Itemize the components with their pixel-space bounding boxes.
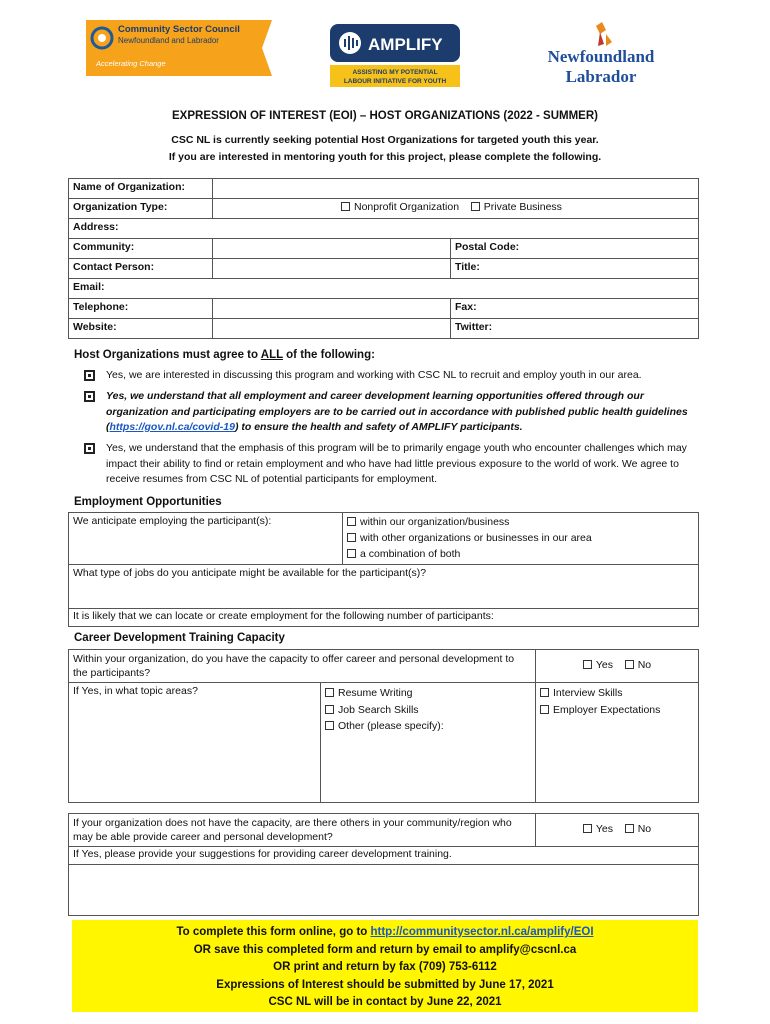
email-label: Email: [69, 279, 213, 299]
csc-logo-line2: Newfoundland and Labrador [118, 36, 219, 45]
other-orgs-checkbox[interactable] [347, 533, 356, 542]
title-label: Title: [455, 261, 480, 273]
topics-question: If Yes, in what topic areas? [69, 683, 321, 803]
covid-guidelines-link[interactable]: https://gov.nl.ca/covid-19 [109, 421, 235, 433]
agreement-item-1 [84, 368, 704, 386]
website-field[interactable] [213, 319, 451, 339]
contact-field[interactable] [213, 259, 451, 279]
capacity-yes-checkbox[interactable] [583, 660, 592, 669]
community-field[interactable] [213, 239, 451, 259]
footer-line3: OR print and return by fax (709) 753-6112 [273, 961, 497, 973]
participant-count-field[interactable] [69, 609, 699, 627]
website-label: Website: [69, 319, 213, 339]
within-org-label: within our organization/business [360, 516, 510, 528]
agreement-item-3 [84, 441, 704, 489]
email-field[interactable] [213, 279, 699, 299]
employment-heading: Employment Opportunities [74, 496, 222, 508]
within-org-checkbox[interactable] [347, 517, 356, 526]
capacity-question: Within your organization, do you have the capacity to offer career and personal development to the participants? [69, 650, 536, 683]
org-type-label: Organization Type: [69, 199, 213, 219]
csc-logo-tag: Accelerating Change [96, 59, 166, 68]
postal-code-label: Postal Code: [455, 241, 520, 253]
org-name-field[interactable] [213, 179, 699, 199]
referral-table [68, 813, 699, 916]
job-types-question: What type of jobs do you anticipate might be available for the participant(s)? [73, 567, 427, 579]
csc-logo [86, 18, 272, 76]
footer-line4: Expressions of Interest should be submitted by June 17, 2021 [216, 978, 554, 991]
agreement-3-checkbox[interactable] [84, 443, 95, 454]
address-label: Address: [69, 219, 213, 239]
resume-writing-checkbox[interactable] [325, 688, 334, 697]
suggestions-question: If Yes, please provide your suggestions for providing career development training. [69, 847, 699, 865]
telephone-label: Telephone: [69, 299, 213, 319]
interview-skills-label: Interview Skills [553, 687, 623, 699]
footer-line5: CSC NL will be in contact by June 22, 2021 [268, 996, 502, 1008]
agreement-1-text: Yes, we are interested in discussing this program and working with CSC NL to recruit and employ youth in our area. [106, 369, 642, 381]
combination-label: a combination of both [360, 548, 461, 560]
capacity-yes-label: Yes [595, 659, 614, 671]
participant-count-question: It is likely that we can locate or create employment for the following number of participants: [73, 610, 494, 622]
topics-left [321, 683, 536, 803]
amplify-tag1: ASSISTING MY POTENTIAL [352, 69, 438, 76]
telephone-field[interactable] [213, 299, 451, 319]
fax-field[interactable] [451, 299, 699, 319]
employer-expectations-checkbox[interactable] [540, 705, 549, 714]
organization-info-table [68, 178, 699, 339]
others-no-label: No [637, 823, 652, 835]
private-business-label: Private Business [483, 201, 562, 213]
employment-anticipate-label: We anticipate employing the participant(s): [69, 513, 343, 565]
agreement-item-2 [84, 389, 704, 437]
others-no-checkbox[interactable] [625, 824, 634, 833]
other-topic-label: Other (please specify): [338, 720, 444, 732]
agreement-1-checkbox[interactable] [84, 370, 95, 381]
job-types-field[interactable] [69, 565, 699, 609]
title-field[interactable] [451, 259, 699, 279]
others-capacity-answer [536, 814, 699, 847]
contact-label: Contact Person: [69, 259, 213, 279]
footer-line1: To complete this form online, go to http://communitysector.nl.ca/amplify/EOI [176, 926, 594, 938]
other-topic-checkbox[interactable] [325, 721, 334, 730]
fax-label: Fax: [455, 301, 477, 313]
form-title: EXPRESSION OF INTEREST (EOI) – HOST ORGANIZATIONS (2022 - SUMMER) [172, 110, 598, 122]
topics-right [536, 683, 699, 803]
org-type-field [213, 199, 699, 219]
address-field[interactable] [213, 219, 699, 239]
agreement-2-checkbox[interactable] [84, 391, 95, 402]
other-orgs-label: with other organizations or businesses in our area [360, 532, 592, 544]
amplify-name: AMPLIFY [368, 35, 443, 54]
interview-skills-checkbox[interactable] [540, 688, 549, 697]
twitter-field[interactable] [451, 319, 699, 339]
career-table [68, 649, 699, 803]
resume-writing-label: Resume Writing [338, 687, 413, 699]
csc-logo-line1: Community Sector Council [118, 24, 240, 35]
agreement-2-text: Yes, we understand that all employment and career development learning opportunities offered through our organization and participating employers are to be carried out in accordance with published public health guidelines (https://gov.nl.ca/covid-19) to ensure the health and safety of AMPLIFY participants. [106, 390, 688, 433]
others-yes-label: Yes [595, 823, 614, 835]
capacity-no-label: No [637, 659, 652, 671]
amplify-logo [330, 22, 460, 88]
suggestions-field[interactable] [69, 865, 699, 916]
twitter-label: Twitter: [455, 321, 493, 333]
amplify-tag2: LABOUR INITIATIVE FOR YOUTH [343, 78, 447, 85]
online-form-link[interactable]: http://communitysector.nl.ca/amplify/EOI [370, 926, 594, 938]
form-intro-line1: CSC NL is currently seeking potential Host Organizations for targeted youth this year. [171, 134, 599, 146]
footer-line2: OR save this completed form and return by email to amplify@cscnl.ca [193, 943, 577, 956]
community-label: Community: [69, 239, 213, 259]
employer-expectations-label: Employer Expectations [553, 703, 661, 716]
career-heading: Career Development Training Capacity [74, 632, 285, 644]
pitcher-plant-icon [596, 22, 606, 34]
capacity-answer [536, 650, 699, 683]
others-capacity-question: If your organization does not have the capacity, are there others in your community/region who may be able provide career and personal development? [69, 814, 536, 847]
postal-code-field[interactable] [451, 239, 699, 259]
combination-checkbox[interactable] [347, 549, 356, 558]
others-yes-checkbox[interactable] [583, 824, 592, 833]
capacity-no-checkbox[interactable] [625, 660, 634, 669]
nl-logo-line2: Labrador [565, 67, 637, 86]
agreement-3-text: Yes, we understand that the emphasis of this program will be to primarily engage youth who encounter challenges which may impact their ability to find or retain employment and who have had little previous exposure to the world of work. We agree to receive resumes from CSC NL of potential participants for employment. [106, 442, 687, 485]
nl-government-logo [536, 22, 666, 88]
job-search-checkbox[interactable] [325, 705, 334, 714]
nonprofit-label: Nonprofit Organization [354, 201, 460, 213]
form-intro-line2: If you are interested in mentoring youth for this project, please complete the following. [168, 151, 602, 163]
org-name-label: Name of Organization: [69, 179, 213, 199]
nonprofit-checkbox[interactable] [341, 202, 350, 211]
agreement-heading: Host Organizations must agree to ALL of the following: [74, 349, 375, 361]
job-search-label: Job Search Skills [338, 703, 419, 716]
private-business-checkbox[interactable] [471, 202, 480, 211]
employment-table [68, 512, 699, 627]
submission-instructions [72, 920, 698, 1012]
employment-options [343, 513, 699, 565]
nl-logo-line1: Newfoundland [547, 47, 655, 66]
